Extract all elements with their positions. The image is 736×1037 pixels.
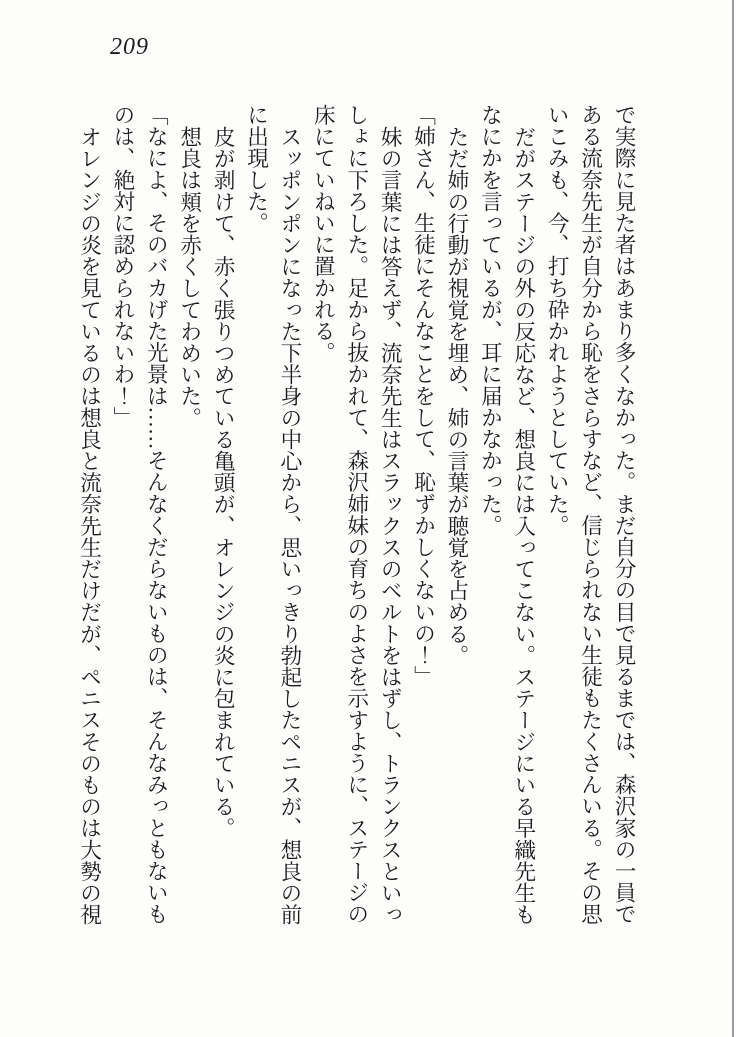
paragraph-1: で実際に見た者はあまり多くなかった。まだ自分の目で見るまでは、森沢家の一員である流奈先生が自分から恥をさらすなど、信じられない生徒もたくさんいる。その思いこみも、今、打ち砕かれようとしていた。 bbox=[545, 104, 636, 925]
paragraph-10: オレンジの炎を見ているのは想良と流奈先生だけだが、ペニスそのものは大勢の視 bbox=[77, 125, 102, 925]
page-edge-scan-line bbox=[732, 0, 734, 1037]
body-text bbox=[72, 104, 640, 926]
paragraph-5: 妹の言葉には答えず、流奈先生はスラックスのベルトをはずし、トランクスといっしょに下ろした。足から抜かれて、森沢姉妹の育ちのよさを示すように、ステージの床にていねいに置かれる。 bbox=[311, 104, 403, 925]
paragraph-4-dialogue: 「姉さん、生徒にそんなことをして、恥ずかしくないの！」 bbox=[411, 104, 436, 688]
paragraph-6: スッポンポンになった下半身の中心から、思いっきり勃起したペニスが、想良の前に出現した。 bbox=[244, 104, 302, 925]
paragraph-3: ただ姉の行動が視覚を埋め、姉の言葉が聴覚を占める。 bbox=[444, 125, 469, 666]
paragraph-7: 皮が剥けて、赤く張りつめている亀頭が、オレンジの炎に包まれている。 bbox=[211, 125, 236, 839]
paragraph-9-dialogue: 「なによ、そのバカげた光景は……そんなくだらないものは、そんなみっともないものは、絶対に認められないわ！」 bbox=[110, 104, 169, 925]
paragraph-8: 想良は頬を赤くしてわめいた。 bbox=[177, 125, 202, 428]
paragraph-2: だがステージの外の反応など、想良には入ってこない。ステージにいる早織先生もなにかを言っているが、耳に届かなかった。 bbox=[478, 104, 536, 925]
page-number: 209 bbox=[110, 34, 149, 60]
